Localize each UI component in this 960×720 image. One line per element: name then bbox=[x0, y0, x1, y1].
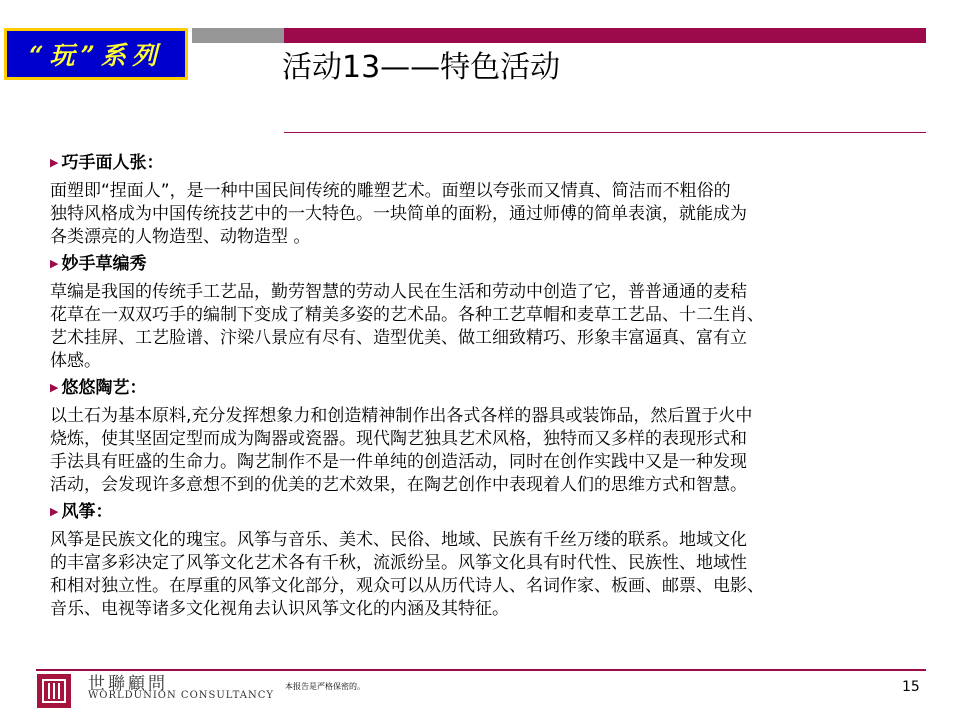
section-paragraph bbox=[50, 180, 938, 249]
paragraph-line: 手法具有旺盛的生命力。陶艺制作不是一件单纯的创造活动，同时在创作实践中又是一种发现 bbox=[50, 452, 747, 472]
worldunion-logo-icon bbox=[37, 674, 71, 708]
section-mianren bbox=[48, 152, 938, 249]
triangle-bullet-icon: ▶ bbox=[50, 505, 59, 518]
paragraph-line: 草编是我国的传统手工艺品，勤劳智慧的劳动人民在生活和劳动中创造了它，普普通通的麦秸 bbox=[50, 282, 747, 302]
paragraph-line: 烧炼，使其坚固定型而成为陶器或瓷器。现代陶艺独具艺术风格，独特而又多样的表现形式和 bbox=[50, 429, 747, 449]
series-badge bbox=[4, 28, 188, 80]
section-heading: ▶ 悠悠陶艺： bbox=[50, 378, 147, 398]
paragraph-line: 和相对独立性。在厚重的风筝文化部分，观众可以从历代诗人、名词作家、板画、邮票、电影、 bbox=[50, 576, 764, 596]
section-paragraph bbox=[50, 405, 938, 497]
confidential-note: 本报告是严格保密的。 bbox=[285, 682, 365, 691]
paragraph-line: 音乐、电视等诸多文化视角去认识风筝文化的内涵及其特征。 bbox=[50, 599, 509, 619]
paragraph-line: 艺术挂屏、工艺脸谱、汴梁八景应有尽有、造型优美、做工细致精巧、形象丰富逼真、富有立 bbox=[50, 328, 747, 348]
triangle-bullet-icon: ▶ bbox=[50, 156, 59, 169]
section-taoyi bbox=[48, 377, 938, 497]
title-divider bbox=[284, 132, 926, 133]
paragraph-line: 面塑即“捏面人”，是一种中国民间传统的雕塑艺术。面塑以夸张而又情真、简洁而不粗俗的 bbox=[50, 181, 731, 201]
paragraph-line: 以土石为基本原料,充分发挥想象力和创造精神制作出各式各样的器具或装饰品，然后置于火中 bbox=[50, 406, 753, 426]
paragraph-line: 活动，会发现许多意想不到的优美的艺术效果，在陶艺创作中表现着人们的思维方式和智慧。 bbox=[50, 475, 747, 495]
section-heading: ▶ 巧手面人张： bbox=[50, 153, 164, 173]
paragraph-line: 各类漂亮的人物造型、动物造型 。 bbox=[50, 227, 311, 247]
paragraph-line: 独特风格成为中国传统技艺中的一大特色。一块简单的面粉，通过师傅的简单表演，就能成为 bbox=[50, 204, 747, 224]
page-number: 15 bbox=[902, 679, 920, 695]
company-name-en: WORLDUNION CONSULTANCY bbox=[88, 690, 274, 701]
paragraph-line: 花草在一双双巧手的编制下变成了精美多姿的艺术品。各种工艺草帽和麦草工艺品、十二生肖、 bbox=[50, 305, 764, 325]
header-red-bar bbox=[284, 28, 926, 43]
page-title: 活动13——特色活动 bbox=[282, 50, 561, 85]
footer-divider bbox=[36, 669, 926, 671]
section-fengzheng bbox=[48, 501, 938, 621]
section-heading: ▶ 妙手草编秀 bbox=[50, 254, 147, 274]
section-caobian bbox=[48, 253, 938, 373]
paragraph-line: 体感。 bbox=[50, 351, 101, 371]
triangle-bullet-icon: ▶ bbox=[50, 257, 59, 270]
header-gray-bar bbox=[192, 28, 284, 43]
section-paragraph bbox=[50, 529, 938, 621]
company-name-cn: 世聯顧問 bbox=[88, 674, 168, 694]
series-badge-label: “玩”系列 bbox=[29, 41, 163, 70]
section-paragraph bbox=[50, 281, 938, 373]
paragraph-line: 的丰富多彩决定了风筝文化艺术各有千秋，流派纷呈。风筝文化具有时代性、民族性、地域性 bbox=[50, 553, 747, 573]
content-body bbox=[48, 152, 938, 625]
triangle-bullet-icon: ▶ bbox=[50, 381, 59, 394]
paragraph-line: 风筝是民族文化的瑰宝。风筝与音乐、美术、民俗、地域、民族有千丝万缕的联系。地域文化 bbox=[50, 530, 747, 550]
section-heading: ▶ 风筝： bbox=[50, 502, 113, 522]
